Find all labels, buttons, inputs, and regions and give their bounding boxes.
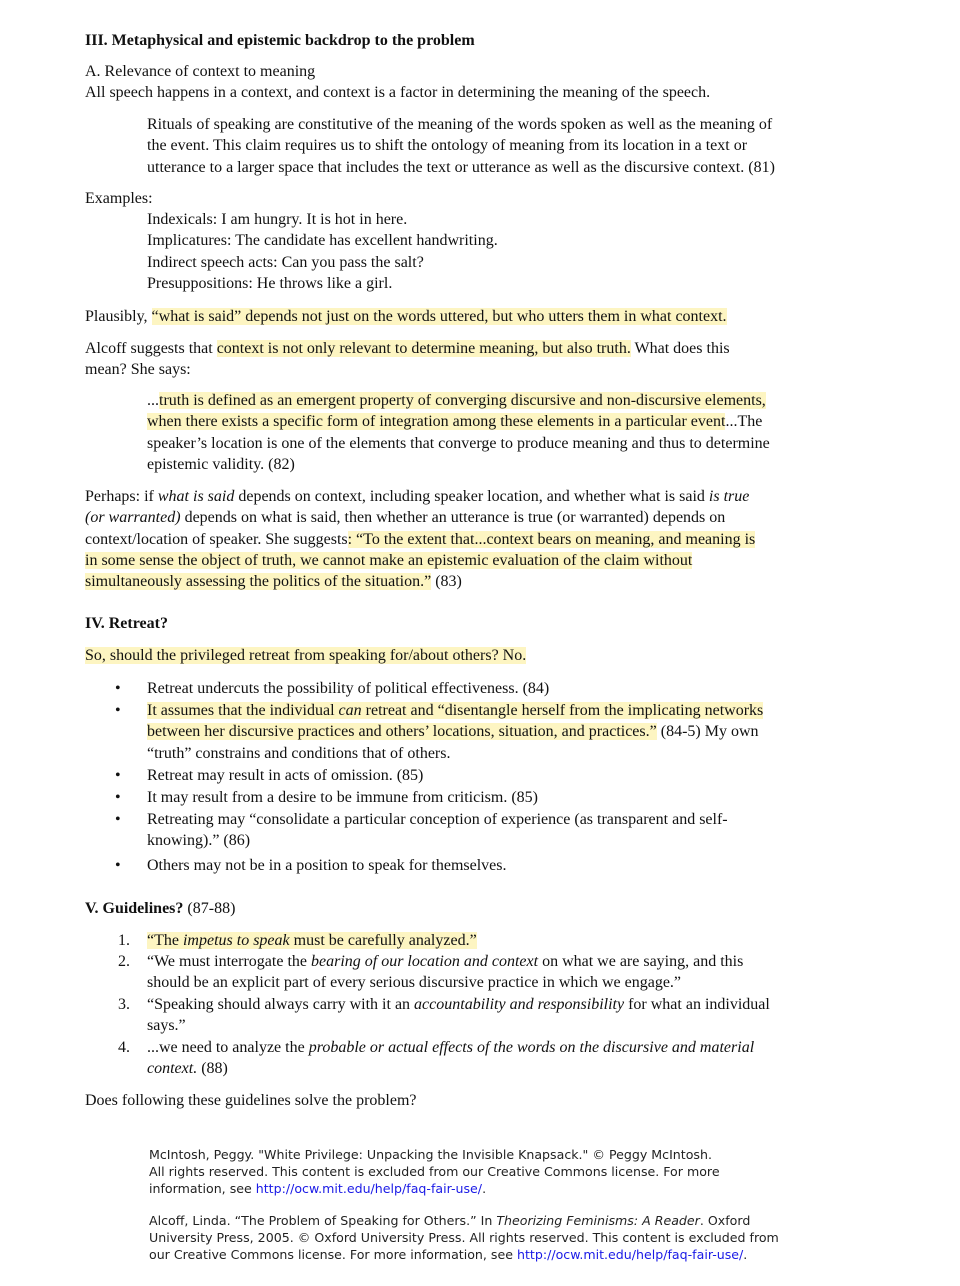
example-item: Indirect speech acts: Can you pass the salt?: [147, 253, 424, 271]
bullet-glyph: •: [115, 767, 121, 784]
list-number: 4.: [118, 1039, 130, 1056]
example-item: Implicatures: The candidate has excellent handwriting.: [147, 232, 498, 250]
plausibly-paragraph: Plausibly, “what is said” depends not just on the words uttered, but who utters them in what context.: [85, 308, 727, 325]
quote-line: the event. This claim requires us to shift the ontology of meaning from its location in a text or: [147, 137, 748, 155]
bullet-item: Retreating may “consolidate a particular conception of experience (as transparent and self- knowing).” (86): [147, 811, 728, 850]
bullet-item: It assumes that the individual can retreat and “disentangle herself from the implicating networks between her discursive practices and others’ locations, situation, and practices.” (84-5) My own “truth” constrains and conditions that of others.: [147, 702, 764, 762]
list-item: “The impetus to speak must be carefully analyzed.”: [147, 932, 477, 949]
highlight: between her discursive practices and others’ locations, situation, and practices.”: [147, 723, 657, 741]
examples-label: Examples:: [85, 190, 153, 207]
closing-question: Does following these guidelines solve the problem?: [85, 1092, 417, 1109]
bullet-item: It may result from a desire to be immune from criticism. (85): [147, 789, 538, 806]
bullet-item: Retreat may result in acts of omission. (85): [147, 767, 424, 784]
bullet-glyph: •: [115, 789, 121, 806]
highlight: : “To the extent that...context bears on meaning, and meaning is: [347, 530, 756, 548]
fair-use-link[interactable]: http://ocw.mit.edu/help/faq-fair-use/: [516, 1247, 744, 1262]
list-item: ...we need to analyze the probable or actual effects of the words on the discursive and material context. (88): [147, 1039, 755, 1078]
highlight: in some sense the object of truth, we cannot make an epistemic evaluation of the claim without: [85, 551, 693, 569]
list-item: “We must interrogate the bearing of our location and context on what we are saying, and this should be an explicit part of every serious discursive practice in which we engage.”: [147, 953, 744, 992]
bullet-glyph: •: [115, 857, 121, 874]
highlight: So, should the privileged retreat from speaking for/about others? No.: [85, 647, 527, 664]
section-4-heading: IV. Retreat?: [85, 615, 168, 632]
highlight: simultaneously assessing the politics of the situation.”: [85, 573, 432, 591]
section-3-intro: All speech happens in a context, and context is a factor in determining the meaning of the speech.: [85, 84, 711, 101]
fair-use-link[interactable]: http://ocw.mit.edu/help/faq-fair-use/: [255, 1181, 483, 1196]
section-3-heading: III. Metaphysical and epistemic backdrop to the problem: [85, 32, 475, 49]
list-number: 3.: [118, 996, 130, 1013]
bullet-item: Retreat undercuts the possibility of political effectiveness. (84): [147, 680, 550, 697]
quote-block-82: ...truth is defined as an emergent property of converging discursive and non-discursive elements, when there exists a specific form of integration among these elements in a particular event...The speaker’s location is one of the elements that converge to produce meaning and thus to determine epistemic validity. (82): [147, 392, 770, 473]
list-item: “Speaking should always carry with it an accountability and responsibility for what an individual says.”: [147, 996, 770, 1035]
bullet-glyph: •: [115, 811, 121, 828]
citation-mcintosh: McIntosh, Peggy. "White Privilege: Unpacking the Invisible Knapsack." © Peggy McIntosh. All rights reserved. This content is excluded from our Creative Commons license. For more information, see http://ocw.mit.edu/help/faq-fair-use/.: [149, 1147, 720, 1196]
section-3a-subheading: A. Relevance of context to meaning: [85, 63, 316, 80]
perhaps-paragraph: Perhaps: if what is said depends on context, including speaker location, and whether what is said is true (or warranted) depends on what is said, then whether an utterance is true (or warranted) depends on context/location of speaker. She suggests: “To the extent that...context bears on meaning, and meaning is in some sense the object of truth, we cannot make an epistemic evaluation of the claim without simultaneously assessing the politics of the situation.” (83): [85, 488, 756, 591]
quote-line: Rituals of speaking are constitutive of the meaning of the words spoken as well as the meaning of: [147, 116, 773, 133]
list-number: 2.: [118, 953, 130, 970]
section-5-heading: V. Guidelines? (87-88): [85, 900, 236, 917]
highlight: when there exists a specific form of integration among these elements in a particular event: [147, 413, 726, 431]
bullet-glyph: •: [115, 702, 121, 719]
bullet-glyph: •: [115, 680, 121, 697]
bullet-item: Others may not be in a position to speak for themselves.: [147, 857, 507, 874]
citation-alcoff: Alcoff, Linda. “The Problem of Speaking for Others.” In Theorizing Feminisms: A Reader. Oxford University Press, 2005. © Oxford University Press. All rights reserved. This content is excluded from our Creative Commons license. For more information, see http://ocw.mit.edu/help/faq-fair-use/.: [149, 1213, 779, 1262]
alcoff-paragraph: Alcoff suggests that context is not only relevant to determine meaning, but also truth. What does this mean? She says:: [85, 340, 730, 379]
highlight: “what is said” depends not just on the words uttered, but who utters them in what context.: [151, 308, 727, 325]
quote-line: utterance to a larger space that includes the text or utterance as well as the discursive context. (81): [147, 158, 775, 176]
quote-block-81: [147, 114, 775, 178]
highlight: context is not only relevant to determine meaning, but also truth.: [216, 340, 631, 357]
example-item: Presuppositions: He throws like a girl.: [147, 274, 393, 292]
example-item: Indexicals: I am hungry. It is hot in here.: [147, 211, 408, 228]
highlight: truth is defined as an emergent property of converging discursive and non-discursive elements,: [159, 392, 766, 409]
list-number: 1.: [118, 932, 130, 949]
retreat-question: [85, 645, 526, 666]
examples-list: [147, 209, 498, 294]
